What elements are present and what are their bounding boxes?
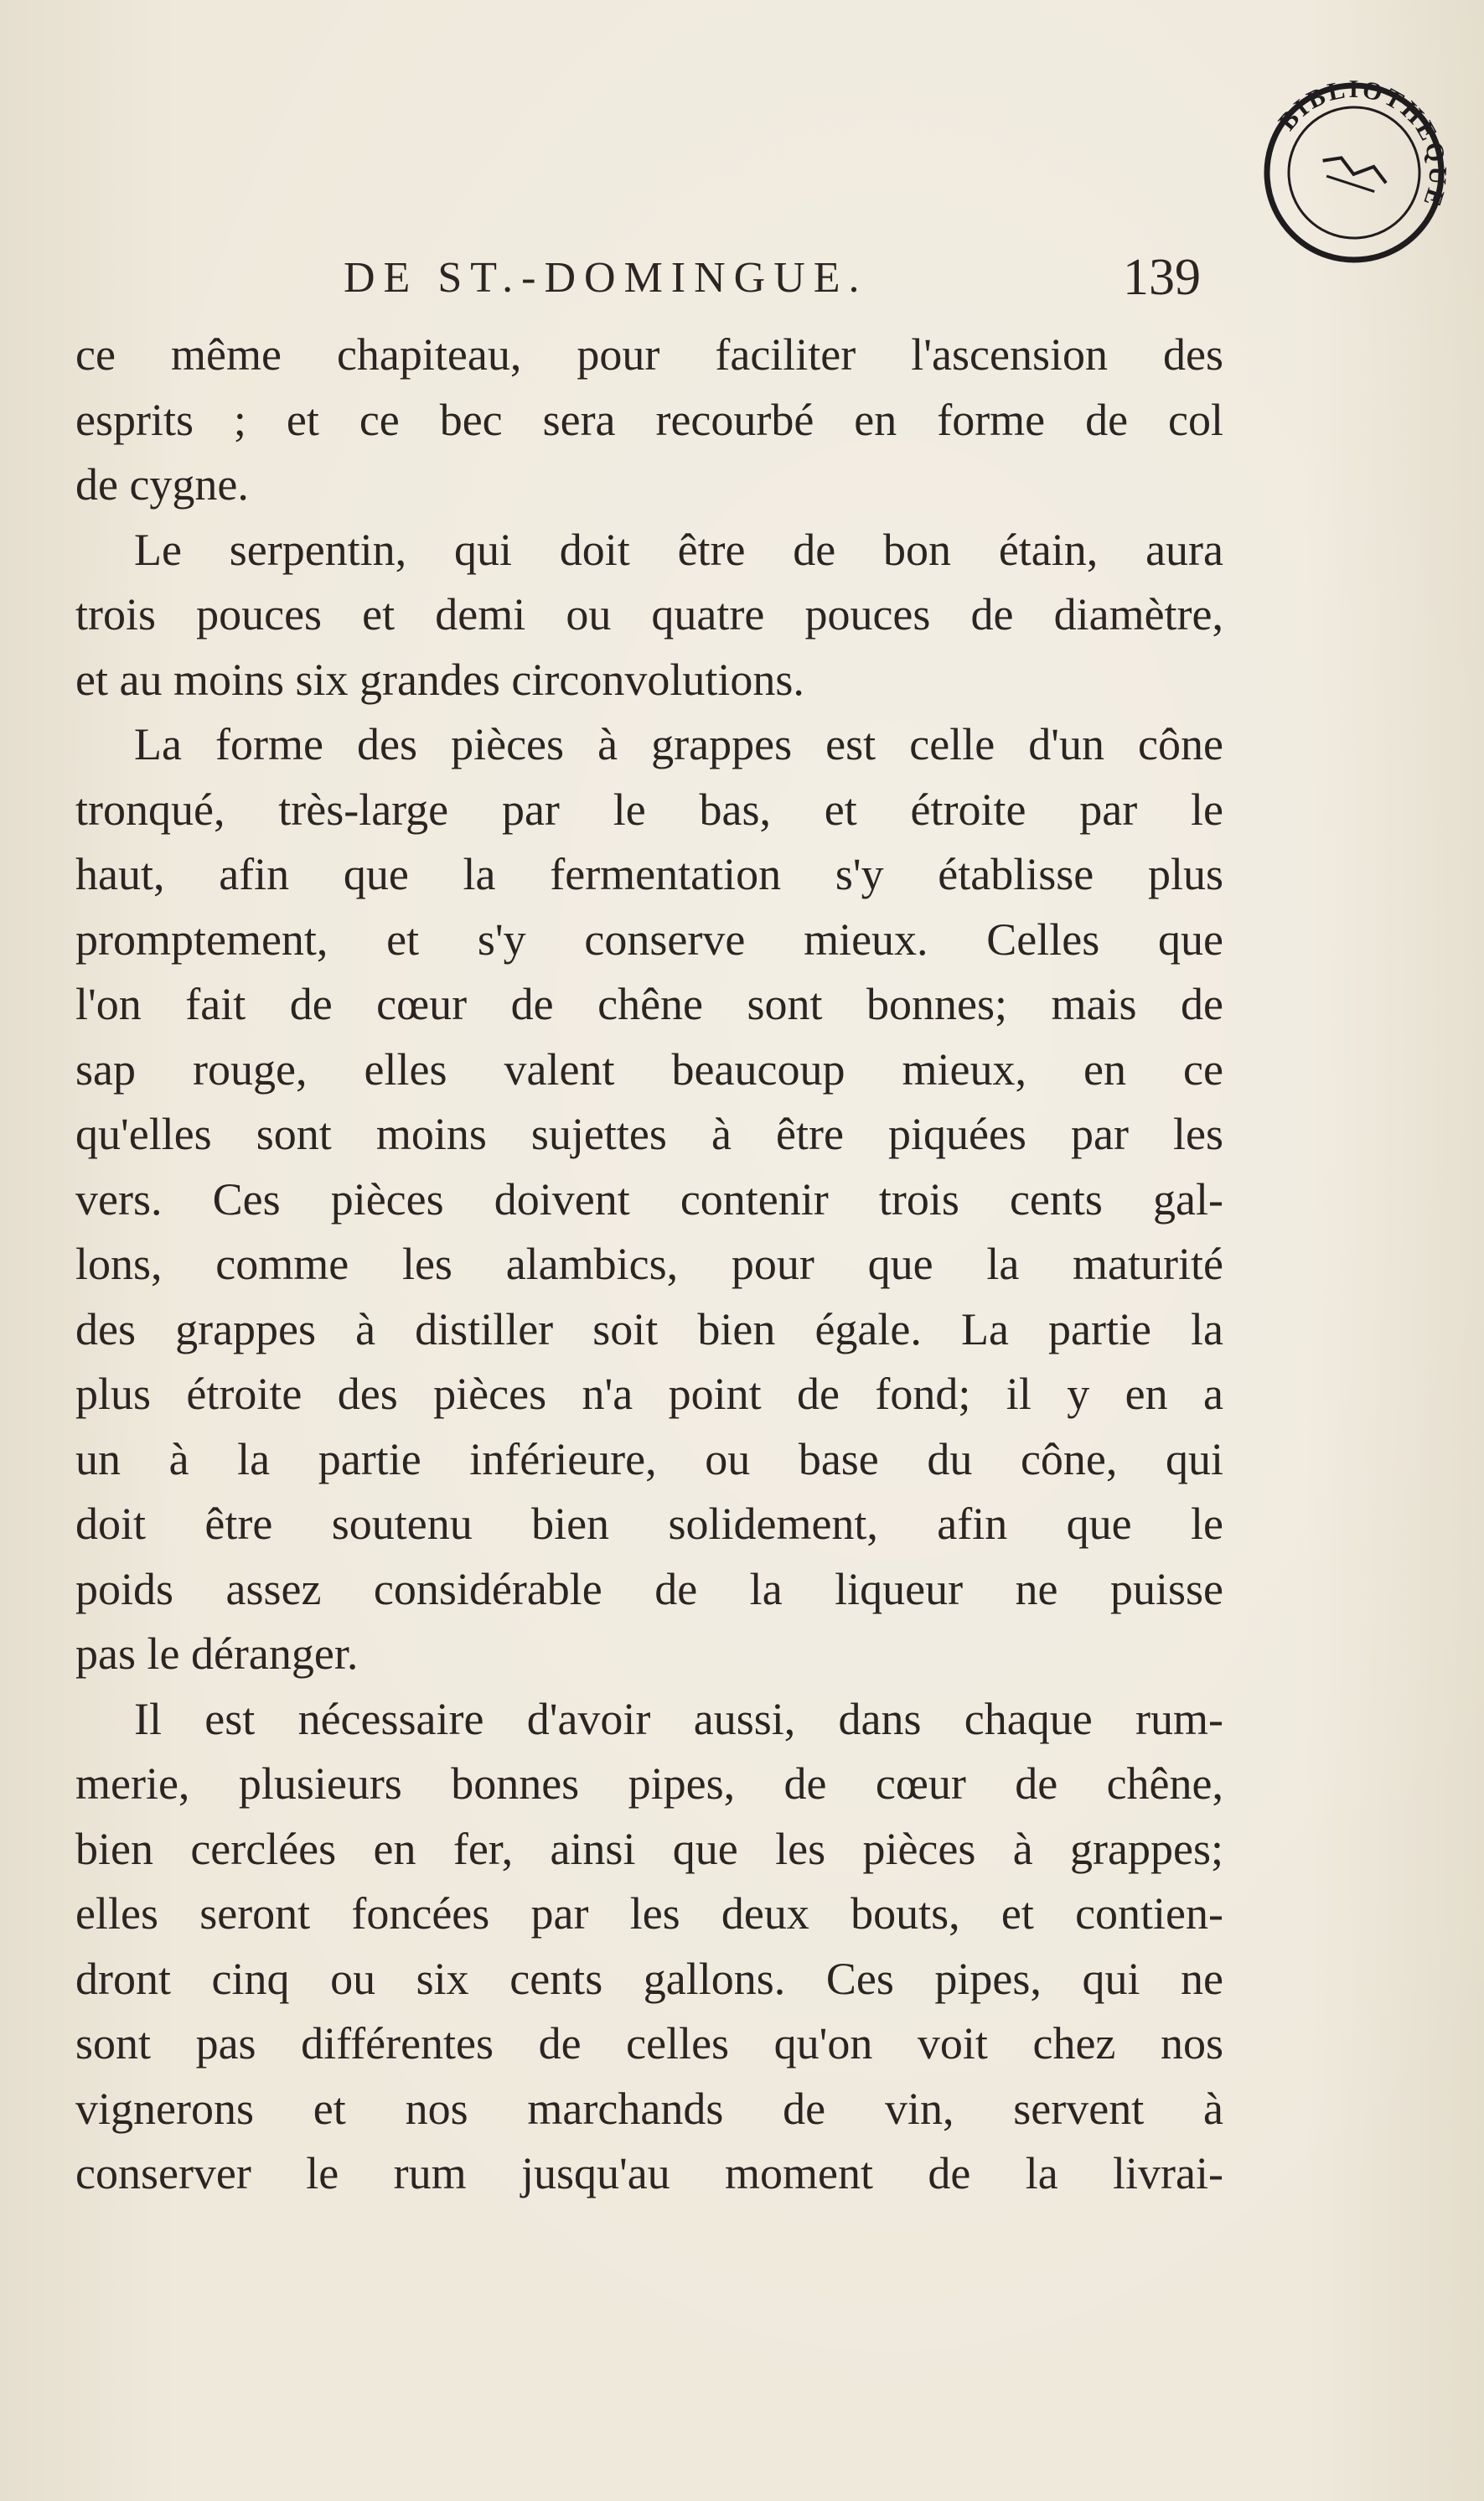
paragraph-first-line: La forme des pièces à grappes est celle d'un cône — [134, 719, 1223, 769]
text-line: tronqué, très-large par le bas, et étroite par le — [75, 784, 1223, 835]
text-line: lons, comme les alambics, pour que la maturité — [75, 1239, 1223, 1289]
paragraph-first-line: Le serpentin, qui doit être de bon étain, aura — [134, 524, 1223, 575]
text-line: sont pas différentes de celles qu'on voit chez nos — [75, 2018, 1223, 2069]
text-line: ce même chapiteau, pour faciliter l'ascension des — [75, 329, 1223, 380]
text-line: promptement, et s'y conserve mieux. Celles que — [75, 914, 1223, 965]
text-line: qu'elles sont moins sujettes à être piquées par les — [75, 1109, 1223, 1159]
text-line: et au moins six grandes circonvolutions. — [75, 654, 804, 705]
text-line: doit être soutenu bien solidement, afin que le — [75, 1499, 1223, 1549]
text-line: haut, afin que la fermentation s'y établisse plus — [75, 849, 1223, 899]
running-title: DE ST.-DOMINGUE. — [344, 254, 868, 302]
text-line: l'on fait de cœur de chêne sont bonnes; mais de — [75, 979, 1223, 1029]
library-stamp — [1254, 72, 1455, 273]
stamp-text: BIBLIOTHEQUE — [1273, 75, 1452, 212]
text-line: esprits ; et ce bec sera recourbé en forme de col — [75, 394, 1223, 445]
text-line: bien cerclées en fer, ainsi que les pièces à grappes; — [75, 1823, 1223, 1874]
text-line: un à la partie inférieure, ou base du cône, qui — [75, 1433, 1223, 1484]
text-line: de cygne. — [75, 459, 249, 510]
text-line: pas le déranger. — [75, 1628, 359, 1679]
text-line: trois pouces et demi ou quatre pouces de diamètre, — [75, 589, 1223, 639]
text-line: plus étroite des pièces n'a point de fond; il y en a — [75, 1369, 1223, 1419]
page-number: 139 — [1123, 249, 1201, 306]
paragraph-first-line: Il est nécessaire d'avoir aussi, dans chaque rum- — [134, 1693, 1223, 1744]
text-line: vers. Ces pièces doivent contenir trois cents gal- — [75, 1173, 1223, 1225]
text-line: merie, plusieurs bonnes pipes, de cœur de chêne, — [75, 1758, 1223, 1809]
text-line: poids assez considérable de la liqueur ne puisse — [75, 1563, 1223, 1614]
text-line: dront cinq ou six cents gallons. Ces pipes, qui ne — [75, 1953, 1223, 2004]
running-head — [0, 248, 1484, 315]
text-line: des grappes à distiller soit bien égale. La partie la — [75, 1303, 1223, 1354]
text-line: conserver le rum jusqu'au moment de la livrai- — [75, 2148, 1223, 2198]
text-line: vignerons et nos marchands de vin, servent à — [75, 2083, 1223, 2134]
text-line: elles seront foncées par les deux bouts, et contien- — [75, 1888, 1223, 1939]
body-text — [75, 323, 1223, 2207]
text-line: sap rouge, elles valent beaucoup mieux, en ce — [75, 1043, 1223, 1095]
